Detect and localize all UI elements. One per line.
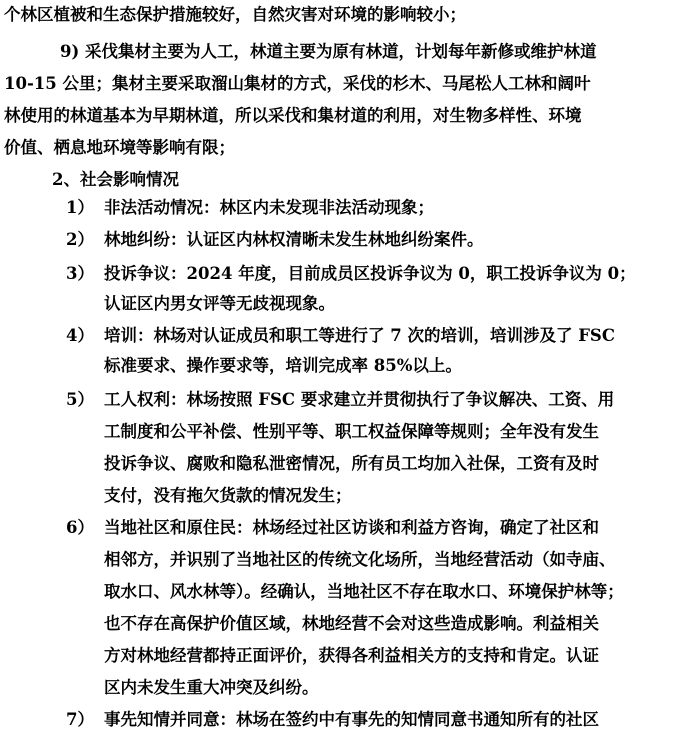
item9-line-1: 9) 采伐集材主要为人工，林道主要为原有林道，计划每年新修或维护林道 — [60, 42, 597, 61]
item-line: 当地社区和原住民：林场经过社区访谈和利益方咨询，确定了社区和 — [104, 518, 599, 537]
item-number: 4） — [66, 326, 94, 345]
section-heading: 2、社会影响情况 — [52, 170, 179, 189]
item-line: 投诉争议：2024 年度，目前成员区投诉争议为 0，职工投诉争议为 0； — [104, 264, 636, 283]
item-number: 3） — [66, 264, 94, 283]
item-line: 林地纠纷：认证区内林权清晰未发生林地纠纷案件。 — [104, 230, 484, 249]
item-line: 工人权利：林场按照 FSC 要求建立并贯彻执行了争议解决、工资、用 — [104, 390, 615, 409]
item-line: 培训：林场对认证成员和职工等进行了 7 次的培训，培训涉及了 FSC — [104, 326, 615, 345]
item-number: 2） — [66, 230, 94, 249]
item9-line-2: 10-15 公里；集材主要采取溜山集材的方式，采伐的杉木、马尾松人工林和阔叶 — [4, 74, 591, 93]
item-number: 7） — [66, 710, 94, 729]
item-line: 取水口、风水林等）。经确认，当地社区不存在取水口、环境保护林等； — [104, 582, 624, 601]
item-line: 工制度和公平补偿、性别平等、职工权益保障等规则；全年没有发生 — [104, 422, 599, 441]
item-line: 事先知情并同意：林场在签约中有事先的知情同意书通知所有的社区 — [104, 710, 599, 729]
item-line: 投诉争议、腐败和隐私泄密情况，所有员工均加入社保，工资有及时 — [104, 454, 599, 473]
item-number: 5） — [66, 390, 94, 409]
item9-line-4: 价值、栖息地环境等影响有限； — [4, 138, 235, 157]
item-line: 非法活动情况：林区内未发现非法活动现象； — [104, 198, 434, 217]
item-number: 1） — [66, 198, 94, 217]
item-line: 也不存在高保护价值区域，林地经营不会对这些造成影响。利益相关 — [104, 614, 599, 633]
item-line: 支付，没有拖欠货款的情况发生； — [104, 486, 352, 505]
item-line: 相邻方，并识别了当地社区的传统文化场所，当地经营活动（如寺庙、 — [104, 550, 616, 569]
item-line: 区内未发生重大冲突及纠纷。 — [104, 678, 319, 697]
item-line: 标准要求、操作要求等，培训完成率 85%以上。 — [104, 356, 462, 375]
item-line: 认证区内男女评等无歧视现象。 — [104, 294, 335, 313]
item-line: 方对林地经营都持正面评价，获得各利益相关方的支持和肯定。认证 — [104, 646, 599, 665]
item9-line-3: 林使用的林道基本为早期林道，所以采伐和集材道的利用，对生物多样性、环境 — [4, 106, 582, 125]
item-number: 6） — [66, 518, 94, 537]
lead-line: 个林区植被和生态保护措施较好，自然灾害对环境的影响较小； — [4, 5, 466, 24]
